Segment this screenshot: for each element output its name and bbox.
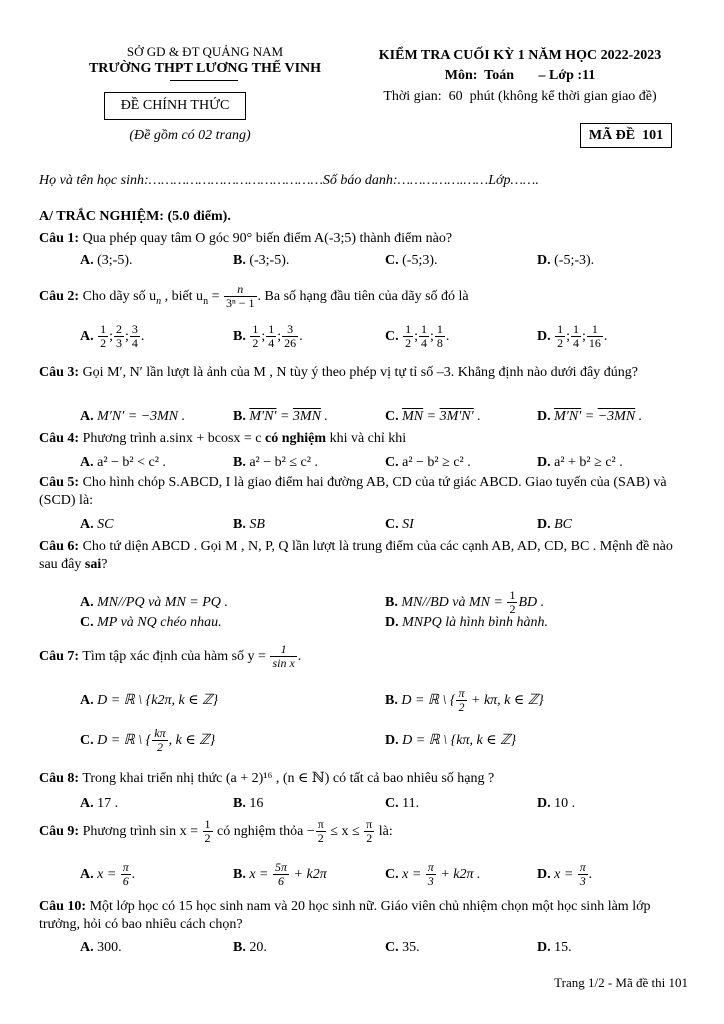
question-1: Câu 1: Qua phép quay tâm O góc 90° biến điểm A(-3;5) thành điểm nào? xyxy=(39,231,453,246)
q9-option-d[interactable]: D. x = $\frac{\pi}{3}$ . xyxy=(537,860,593,889)
question-7: Câu 7: Tìm tập xác định của hàm số y = $\frac{1}{\text{sin x}}$ . xyxy=(39,642,302,671)
q7-option-d[interactable]: D. D = ℝ \ {kπ, k ∈ ℤ} xyxy=(385,733,517,748)
q6-option-b[interactable]: B. MN//BD và MN = $\frac{1}{2}$ BD . xyxy=(385,588,545,617)
q8-option-c[interactable]: C. 11. xyxy=(385,796,420,811)
question-4: Câu 4: Phương trình a.sinx + bcosx = c có nghiệm khi và chỉ khi xyxy=(39,431,407,446)
exam-title: KIỂM TRA CUỐI KỲ 1 NĂM HỌC 2022-2023 xyxy=(378,48,662,63)
q10-option-d[interactable]: D. 15. xyxy=(537,940,572,955)
official-label: ĐỀ CHÍNH THỨC xyxy=(120,98,230,113)
department-name: SỞ GD & ĐT QUẢNG NAM xyxy=(126,44,284,59)
q5-option-a[interactable]: A. SC xyxy=(80,517,114,532)
q1-option-a[interactable]: A. (3;-5). xyxy=(80,253,133,268)
question-3: Câu 3: Gọi M′, N′ lần lượt là ảnh của M , N tùy ý theo phép vị tự tỉ số –3. Khẳng định nào dưới đây đúng? xyxy=(39,365,638,380)
question-6: Câu 6: Cho tứ diện ABCD . Gọi M , N, P, Q lần lượt là trung điểm của các cạnh AB, AD, CD, BC . Mệnh đề nào sau đây sai? xyxy=(39,539,673,572)
question-10: Câu 10: Một lớp học có 15 học sinh nam và 20 học sinh nữ. Giáo viên chủ nhiệm chọn một học sinh làm lớp trưởng, hỏi có bao nhiêu cách chọn? xyxy=(39,899,651,932)
official-label-box xyxy=(104,92,246,120)
q6-option-d[interactable]: D. MNPQ là hình bình hành. xyxy=(385,615,548,630)
pages-note: (Đề gồm có 02 trang) xyxy=(129,128,251,143)
q4-option-d[interactable]: D. a² + b² ≥ c² . xyxy=(537,455,623,470)
q9-option-c[interactable]: C. x = $\frac{\pi}{3}$ + k2π . xyxy=(385,860,481,889)
q2-option-d[interactable]: D. $\frac{1}{2}$ ; $\frac{1}{4}$ ; $\frac{1}{16}$ . xyxy=(537,322,608,351)
q8-option-b[interactable]: B. 16 xyxy=(233,796,264,811)
q10-option-c[interactable]: C. 35. xyxy=(385,940,420,955)
q5-option-b[interactable]: B. SB xyxy=(233,517,265,532)
exam-time: Thời gian: 60 phút (không kể thời gian giao đề) xyxy=(383,89,657,104)
q9-option-a[interactable]: A. x = $\frac{\pi}{6}$ . xyxy=(80,860,136,889)
q4-option-b[interactable]: B. a² − b² ≤ c² . xyxy=(233,455,318,470)
question-9: Câu 9: Phương trình sin x = $\frac{1}{2}$ có nghiệm thỏa − $\frac{\pi}{2}$ ≤ x ≤ $\frac{\pi}{2}$ là: xyxy=(39,817,393,846)
q3-option-d[interactable]: D. M′N′ = −3MN . xyxy=(537,409,643,424)
section-title: A/ TRẮC NGHIỆM: (5.0 điểm). xyxy=(39,209,231,224)
q9-option-b[interactable]: B. x = $\frac{5\pi}{6}$ + k2π xyxy=(233,860,327,889)
q8-option-a[interactable]: A. 17 . xyxy=(80,796,119,811)
q7-option-a[interactable]: A. D = ℝ \ {k2π, k ∈ ℤ} xyxy=(80,693,219,708)
q5-option-d[interactable]: D. BC xyxy=(537,517,573,532)
question-8: Câu 8: Trong khai triển nhị thức (a + 2)¹⁶ , (n ∈ ℕ) có tất cả bao nhiêu số hạng ? xyxy=(39,771,495,786)
q1-option-b[interactable]: B. (-3;-5). xyxy=(233,253,290,268)
q10-option-a[interactable]: A. 300. xyxy=(80,940,122,955)
question-2: Câu 2: Cho dãy số $u_n$ , biết $u_n$ = $\frac{n}{\text{3ⁿ − 1}}$ . Ba số hạng đầu tiên của dãy số đó là xyxy=(39,282,469,311)
q6-option-c[interactable]: C. MP và NQ chéo nhau. xyxy=(80,615,222,630)
q3-option-a[interactable]: A. M′N′ = −3MN . xyxy=(80,409,186,424)
q2-option-c[interactable]: C. $\frac{1}{2}$ ; $\frac{1}{4}$ ; $\frac{1}{8}$ . xyxy=(385,322,450,351)
q1-option-d[interactable]: D. (-5;-3). xyxy=(537,253,595,268)
exam-code-box: MÃ ĐỀ 101 xyxy=(580,123,672,148)
header-underline xyxy=(170,80,238,81)
q4-option-a[interactable]: A. a² − b² < c² . xyxy=(80,455,166,470)
q5-option-c[interactable]: C. SI xyxy=(385,517,414,532)
page-footer: Trang 1/2 - Mã đề thi 101 xyxy=(554,975,688,990)
q1-option-c[interactable]: C. (-5;3). xyxy=(385,253,438,268)
q2-option-a[interactable]: A. $\frac{1}{2}$ ; $\frac{2}{3}$ ; $\frac{3}{4}$ . xyxy=(80,322,145,351)
q7-option-c[interactable]: C. D = ℝ \ { $\frac{k\pi}{2}$ , k ∈ ℤ} xyxy=(80,726,216,755)
q3-option-b[interactable]: B. M′N′ = 3MN . xyxy=(233,409,328,424)
q3-option-c[interactable]: C. $\overline{MN} = 3M'N'$ . xyxy=(385,409,481,424)
q4-option-c[interactable]: C. a² − b² ≥ c² . xyxy=(385,455,471,470)
q6-option-a[interactable]: A. MN//PQ và MN = PQ . xyxy=(80,595,228,610)
q7-option-b[interactable]: B. D = ℝ \ { $\frac{\pi}{2}$ + kπ, k ∈ ℤ} xyxy=(385,686,544,715)
q10-option-b[interactable]: B. 20. xyxy=(233,940,267,955)
question-5: Câu 5: Cho hình chóp S.ABCD, I là giao điểm hai đường AB, CD của tứ giác ABCD. Giao tuyến của (SAB) và (SCD) là: xyxy=(39,475,667,508)
q8-option-d[interactable]: D. 10 . xyxy=(537,796,576,811)
q2-option-b[interactable]: B. $\frac{1}{2}$ ; $\frac{1}{4}$ ; $\frac{3}{26}$ . xyxy=(233,322,303,351)
subject-line: Môn: Toán – Lớp :11 xyxy=(444,68,596,83)
student-info-line: Họ và tên học sinh:……………………………………Số báo danh:…………….……Lớp……. xyxy=(39,173,539,188)
school-name: TRƯỜNG THPT LƯƠNG THẾ VINH xyxy=(88,61,322,76)
